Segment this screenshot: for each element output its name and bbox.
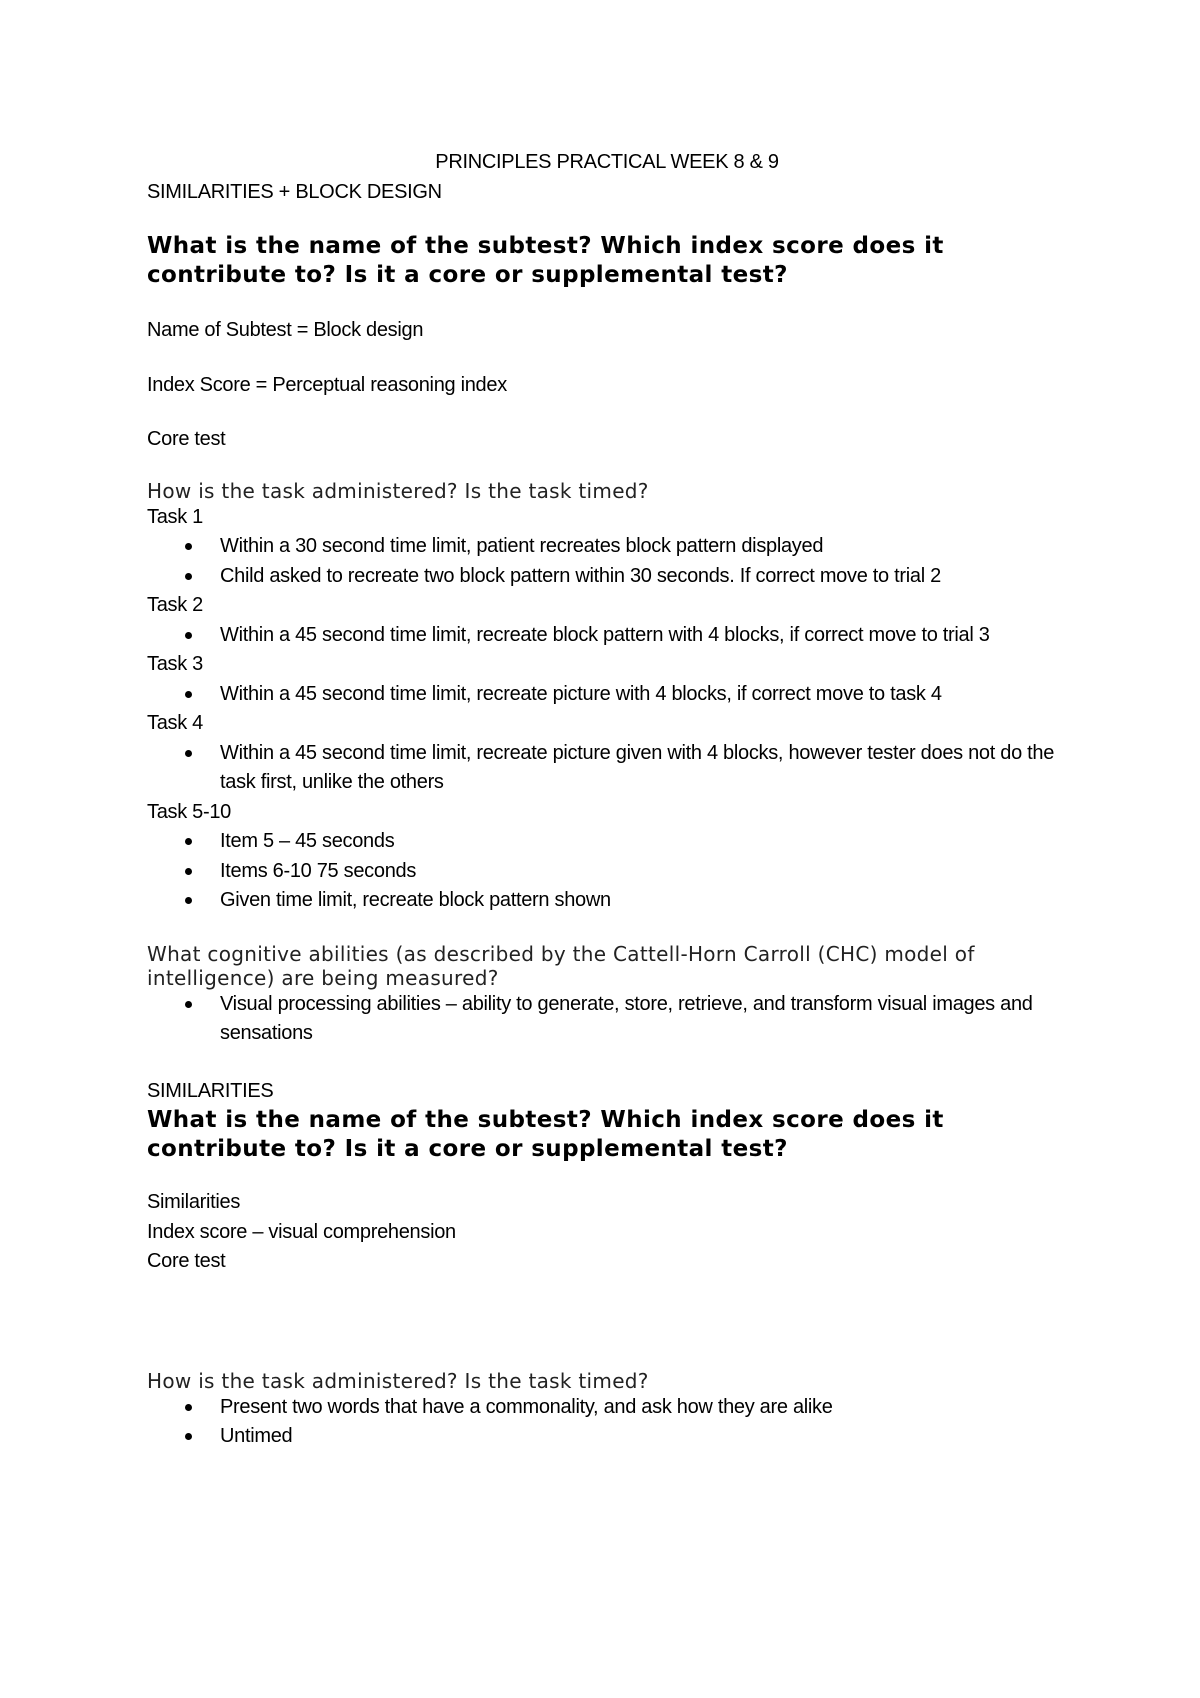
bullet-icon xyxy=(185,1433,192,1440)
block-design-question-name: What is the name of the subtest? Which index score does it contribute to? Is it a core or supplemental test? xyxy=(147,233,944,288)
list-item: Given time limit, recreate block pattern shown xyxy=(147,886,1067,916)
bullet-icon xyxy=(185,1404,192,1411)
task-bullet-list xyxy=(147,827,1067,916)
list-item: Item 5 – 45 seconds xyxy=(147,827,1067,857)
similarities-question-name: What is the name of the subtest? Which index score does it contribute to? Is it a core or supplemental test? xyxy=(147,1107,944,1162)
similarities-index-score: Index score – visual comprehension xyxy=(147,1220,456,1243)
block-design-index-score: Index Score = Perceptual reasoning index xyxy=(147,373,507,396)
task-bullet-list xyxy=(147,621,1067,651)
bullet-icon xyxy=(185,868,192,875)
bullet-icon xyxy=(185,1001,192,1008)
similarities-admin-bullet-list xyxy=(147,1393,1067,1452)
similarities-question-admin: How is the task administered? Is the task timed? xyxy=(147,1368,649,1393)
list-item: Child asked to recreate two block pattern within 30 seconds. If correct move to trial 2 xyxy=(147,562,1067,592)
bullet-icon xyxy=(185,573,192,580)
bullet-icon xyxy=(185,543,192,550)
task-bullet-list xyxy=(147,532,1067,591)
list-item: Within a 30 second time limit, patient recreates block pattern displayed xyxy=(147,532,1067,562)
list-item: Items 6-10 75 seconds xyxy=(147,857,1067,887)
bullet-icon xyxy=(185,750,192,757)
list-item: Present two words that have a commonality, and ask how they are alike xyxy=(147,1393,1067,1423)
task-bullet-list xyxy=(147,739,1067,798)
similarities-core-test: Core test xyxy=(147,1250,226,1272)
document-subtitle: SIMILARITIES + BLOCK DESIGN xyxy=(147,181,442,203)
block-design-core-test: Core test xyxy=(147,428,226,450)
list-item: Within a 45 second time limit, recreate picture given with 4 blocks, however tester does not do the task first, unlike the others xyxy=(147,739,1067,798)
bullet-icon xyxy=(185,838,192,845)
similarities-subtest-name: Similarities xyxy=(147,1191,241,1213)
bullet-icon xyxy=(185,632,192,639)
bullet-icon xyxy=(185,691,192,698)
document-content xyxy=(147,150,1067,1452)
cognitive-bullet-list xyxy=(147,990,1067,1049)
block-design-question-admin: How is the task administered? Is the task timed? xyxy=(147,478,649,503)
task-label: Task 2 xyxy=(147,594,204,616)
task-label: Task 5-10 xyxy=(147,800,232,823)
list-item: Untimed xyxy=(147,1422,1067,1452)
block-design-question-cognitive: What cognitive abilities (as described by the Cattell-Horn Carroll (CHC) model of intelligence) are being measured? xyxy=(147,941,975,990)
bullet-icon xyxy=(185,897,192,904)
list-item: Within a 45 second time limit, recreate block pattern with 4 blocks, if correct move to trial 3 xyxy=(147,621,1067,651)
document-title: PRINCIPLES PRACTICAL WEEK 8 & 9 xyxy=(435,151,779,173)
list-item: Visual processing abilities – ability to generate, store, retrieve, and transform visual images and sensations xyxy=(147,990,1067,1049)
block-design-subtest-name: Name of Subtest = Block design xyxy=(147,319,424,341)
task-label: Task 3 xyxy=(147,653,204,675)
task-label: Task 4 xyxy=(147,712,204,734)
list-item: Within a 45 second time limit, recreate picture with 4 blocks, if correct move to task 4 xyxy=(147,680,1067,710)
task-bullet-list xyxy=(147,680,1067,710)
task-label: Task 1 xyxy=(147,505,204,528)
similarities-heading: SIMILARITIES xyxy=(147,1079,274,1102)
